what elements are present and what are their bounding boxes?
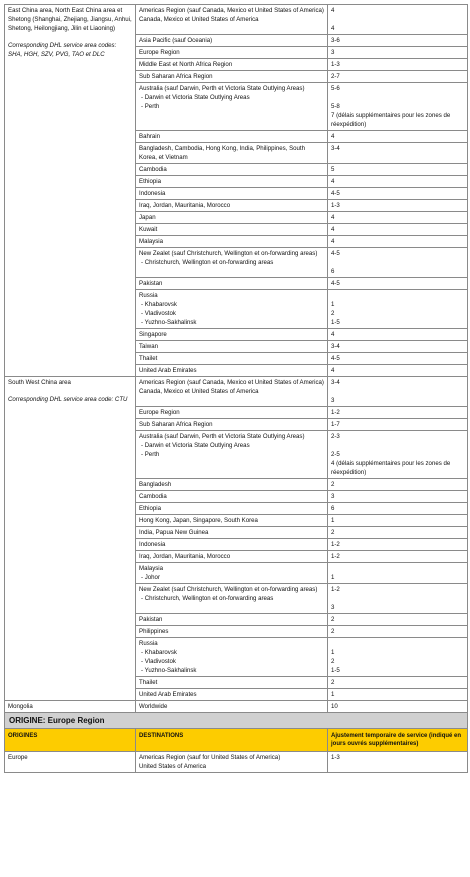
adjustment-value: 1-5 <box>331 667 340 674</box>
destination-cell <box>136 224 328 236</box>
destination-line: United Arab Emirates <box>139 691 197 698</box>
destination-cell <box>136 515 328 527</box>
section-row <box>5 713 468 729</box>
adjustment-value: 1-2 <box>331 586 340 593</box>
destination-line: Bangladesh, Cambodia, Hong Kong, India, Philippines, South Korea, et Vietnam <box>139 145 305 161</box>
destination-line: Americas Region (sauf Canada, Mexico et United States of America) <box>139 379 324 386</box>
adjustment-cell <box>328 188 468 200</box>
adjustment-cell <box>328 584 468 614</box>
adjustment-value: 3 <box>331 397 335 404</box>
adjustment-value: 1-7 <box>331 421 340 428</box>
destination-cell <box>136 614 328 626</box>
destination-cell <box>136 353 328 365</box>
adjustment-value: 1-3 <box>331 61 340 68</box>
destination-line: Russia <box>139 640 158 647</box>
destination-subarea: - Vladivostok <box>139 657 324 666</box>
destination-cell <box>136 83 328 131</box>
adjustment-value: 1-3 <box>331 202 340 209</box>
destination-cell <box>136 626 328 638</box>
adjustment-cell <box>328 83 468 131</box>
origin-cell <box>5 5 136 377</box>
destination-line: Middle East et North Africa Region <box>139 61 233 68</box>
destination-cell <box>136 503 328 515</box>
adjustment-value: 6 <box>331 268 335 275</box>
adjustment-cell <box>328 563 468 584</box>
destination-subarea: - Khabarovsk <box>139 300 324 309</box>
destination-cell <box>136 419 328 431</box>
adjustment-value: 3 <box>331 49 335 56</box>
header-adjustment: Ajustement temporaire de service (indiqué en jours ouvrés supplémentaires) <box>328 729 468 752</box>
destination-subarea: - Perth <box>139 450 324 459</box>
adjustment-value: 4 <box>331 331 335 338</box>
adjustment-value: 4 <box>331 25 335 32</box>
adjustment-cell <box>328 539 468 551</box>
destination-line: Taiwan <box>139 343 158 350</box>
adjustment-cell <box>328 200 468 212</box>
adjustment-value: 6 <box>331 505 335 512</box>
destination-line: New Zealet (sauf Christchurch, Wellington et on-forwarding areas) <box>139 586 318 593</box>
destination-line: Bangladesh <box>139 481 172 488</box>
adjustment-cell <box>328 407 468 419</box>
adjustment-cell <box>328 431 468 479</box>
destination-subarea: - Vladivostok <box>139 309 324 318</box>
adjustment-value: 4 <box>331 367 335 374</box>
destination-cell <box>136 248 328 278</box>
adjustment-cell <box>328 71 468 83</box>
adjustment-value: 2 <box>331 481 335 488</box>
destination-cell <box>136 164 328 176</box>
destination-cell: Worldwide <box>136 701 328 713</box>
header-row <box>5 729 468 752</box>
destination-line: Australia (sauf Darwin, Perth et Victoria State Outlying Areas) <box>139 85 305 92</box>
adjustment-value: 4-5 <box>331 280 340 287</box>
destination-cell <box>136 176 328 188</box>
destination-line: Ethiopia <box>139 178 162 185</box>
destination-line: Pakistan <box>139 616 163 623</box>
adjustment-value: 1 <box>331 574 335 581</box>
destination-line: Japan <box>139 214 156 221</box>
adjustment-value: 1-2 <box>331 409 340 416</box>
destination-cell <box>136 329 328 341</box>
destination-line: Canada, Mexico et United States of America <box>139 16 259 23</box>
adjustment-cell <box>328 236 468 248</box>
destination-subarea: - Yuzhno-Sakhalinsk <box>139 318 324 327</box>
adjustment-cell <box>328 5 468 35</box>
adjustment-value: 2 <box>331 310 335 317</box>
adjustment-value: 1 <box>331 649 335 656</box>
destination-subarea: - Darwin et Victoria State Outlying Areas <box>139 441 324 450</box>
destination-cell <box>136 377 328 407</box>
destination-line: Singapore <box>139 331 167 338</box>
destination-cell <box>136 752 328 773</box>
adjustment-value: 2-3 <box>331 433 340 440</box>
adjustment-value: 1-3 <box>331 754 340 761</box>
adjustment-value: 1 <box>331 691 335 698</box>
destination-cell <box>136 290 328 329</box>
adjustment-cell <box>328 689 468 701</box>
origin-name: East China area, North East China area et Shetong (Shanghai, Zhejiang, Jiangsu, Anhui, Shetong, Heilongjiang, Jilin et Liaoning) <box>8 7 132 32</box>
adjustment-value: 4-5 <box>331 355 340 362</box>
destination-line: Philippines <box>139 628 169 635</box>
table-row <box>5 752 468 773</box>
destination-line: Indonesia <box>139 190 166 197</box>
adjustment-value: 2 <box>331 616 335 623</box>
destination-line: Asia Pacific (sauf Oceania) <box>139 37 213 44</box>
adjustment-value: 5-8 <box>331 103 340 110</box>
adjustment-value: 4-5 <box>331 190 340 197</box>
destination-cell <box>136 35 328 47</box>
section-title: ORIGINE: Europe Region <box>5 713 468 729</box>
adjustment-cell <box>328 626 468 638</box>
adjustment-value: 4 <box>331 238 335 245</box>
header-origins: ORIGINES <box>5 729 136 752</box>
destination-cell <box>136 47 328 59</box>
origin-cell: Mongolia <box>5 701 136 713</box>
adjustment-value: 4 <box>331 178 335 185</box>
destination-subarea: - Perth <box>139 102 324 111</box>
destination-cell <box>136 143 328 164</box>
destination-line: New Zealet (sauf Christchurch, Wellington et on-forwarding areas) <box>139 250 318 257</box>
adjustment-value: 4 <box>331 133 335 140</box>
destination-cell <box>136 689 328 701</box>
destination-line: Indonesia <box>139 541 166 548</box>
adjustment-cell <box>328 677 468 689</box>
adjustment-value: 2 <box>331 658 335 665</box>
adjustment-cell <box>328 419 468 431</box>
adjustment-cell <box>328 278 468 290</box>
adjustment-cell <box>328 491 468 503</box>
adjustment-value: 3 <box>331 493 335 500</box>
destination-subarea: - Johor <box>139 573 324 582</box>
adjustment-value: 2-5 <box>331 451 340 458</box>
adjustment-value: 3-4 <box>331 145 340 152</box>
adjustment-cell <box>328 479 468 491</box>
destination-line: Malaysia <box>139 238 164 245</box>
destination-line: Americas Region (sauf for United States of America) <box>139 754 281 761</box>
adjustment-cell <box>328 290 468 329</box>
adjustment-cell <box>328 35 468 47</box>
adjustment-value: 2 <box>331 679 335 686</box>
destination-line: Russia <box>139 292 158 299</box>
destination-line: Iraq, Jordan, Mauritania, Morocco <box>139 553 231 560</box>
adjustment-value: 3-6 <box>331 37 340 44</box>
adjustment-value: 5-6 <box>331 85 340 92</box>
destination-cell <box>136 5 328 35</box>
destination-cell <box>136 584 328 614</box>
adjustment-value: 1-5 <box>331 319 340 326</box>
adjustment-cell <box>328 248 468 278</box>
destination-cell <box>136 236 328 248</box>
destination-cell <box>136 188 328 200</box>
adjustment-cell <box>328 59 468 71</box>
adjustment-cell <box>328 143 468 164</box>
destination-subarea: - Darwin et Victoria State Outlying Areas <box>139 93 324 102</box>
destination-line: Cambodia <box>139 493 167 500</box>
adjustment-cell <box>328 527 468 539</box>
destination-cell <box>136 539 328 551</box>
adjustment-cell <box>328 212 468 224</box>
destination-cell <box>136 407 328 419</box>
destination-cell <box>136 341 328 353</box>
origin-name: South West China area <box>8 379 71 386</box>
adjustment-cell <box>328 752 468 773</box>
table-row <box>5 5 468 35</box>
destination-cell <box>136 638 328 677</box>
destination-line: Iraq, Jordan, Mauritania, Morocco <box>139 202 231 209</box>
destination-cell <box>136 200 328 212</box>
service-adjustment-table <box>4 4 468 773</box>
table-row <box>5 377 468 407</box>
destination-line: Ethiopia <box>139 505 162 512</box>
adjustment-cell <box>328 365 468 377</box>
destination-line: Europe Region <box>139 409 180 416</box>
destination-cell <box>136 677 328 689</box>
adjustment-cell <box>328 515 468 527</box>
destination-line: United Arab Emirates <box>139 367 197 374</box>
destination-line: Thailet <box>139 355 158 362</box>
destination-cell <box>136 527 328 539</box>
origin-cell <box>5 377 136 701</box>
destination-line: Kuwait <box>139 226 158 233</box>
adjustment-cell <box>328 47 468 59</box>
destination-line: Sub Saharan Africa Region <box>139 421 213 428</box>
header-destinations: DESTINATIONS <box>136 729 328 752</box>
adjustment-cell <box>328 329 468 341</box>
destination-subarea: - Christchurch, Wellington et on-forwarding areas <box>139 258 324 267</box>
adjustment-cell <box>328 131 468 143</box>
adjustment-value: 2 <box>331 529 335 536</box>
adjustment-cell <box>328 551 468 563</box>
destination-cell <box>136 551 328 563</box>
adjustment-value: 4 <box>331 7 335 14</box>
adjustment-value: 1 <box>331 301 335 308</box>
destination-line: Bahrain <box>139 133 161 140</box>
adjustment-value: 7 (délais supplémentaires pour les zones de réexpédition) <box>331 112 451 128</box>
destination-line: Pakistan <box>139 280 163 287</box>
destination-line: Europe Region <box>139 49 180 56</box>
destination-cell <box>136 365 328 377</box>
destination-cell <box>136 563 328 584</box>
destination-cell <box>136 278 328 290</box>
adjustment-value: 4 (délais supplémentaires pour les zones de réexpédition) <box>331 460 451 476</box>
destination-line: Americas Region (sauf Canada, Mexico et United States of America) <box>139 7 324 14</box>
destination-line: Sub Saharan Africa Region <box>139 73 213 80</box>
origin-note: Corresponding DHL service area code: CTU <box>8 396 128 403</box>
adjustment-value: 3-4 <box>331 379 340 386</box>
adjustment-cell <box>328 224 468 236</box>
adjustment-value: 2-7 <box>331 73 340 80</box>
adjustment-value: 4 <box>331 214 335 221</box>
adjustment-value: 2 <box>331 628 335 635</box>
destination-cell <box>136 431 328 479</box>
destination-line: Thailet <box>139 679 158 686</box>
adjustment-value: 1-2 <box>331 553 340 560</box>
adjustment-value: 1-2 <box>331 541 340 548</box>
adjustment-cell <box>328 353 468 365</box>
adjustment-value: 1 <box>331 517 335 524</box>
adjustment-cell <box>328 614 468 626</box>
adjustment-value: 3-4 <box>331 343 340 350</box>
destination-cell <box>136 131 328 143</box>
origin-note: Corresponding DHL service area codes: SHA, HGH, SZV, PVG, TAO et DLC <box>8 42 117 58</box>
table-row <box>5 701 468 713</box>
destination-line: Australia (sauf Darwin, Perth et Victoria State Outlying Areas) <box>139 433 305 440</box>
destination-cell <box>136 491 328 503</box>
destination-line: Malaysia <box>139 565 164 572</box>
origin-cell: Europe <box>5 752 136 773</box>
destination-line: India, Papua New Guinea <box>139 529 209 536</box>
destination-subarea: - Christchurch, Wellington et on-forwarding areas <box>139 594 324 603</box>
adjustment-cell <box>328 341 468 353</box>
adjustment-value: 4 <box>331 226 335 233</box>
adjustment-cell <box>328 377 468 407</box>
destination-line: Cambodia <box>139 166 167 173</box>
destination-cell <box>136 212 328 224</box>
destination-line: Canada, Mexico et United States of America <box>139 388 259 395</box>
adjustment-value: 4-5 <box>331 250 340 257</box>
adjustment-cell <box>328 503 468 515</box>
adjustment-value: 5 <box>331 166 335 173</box>
destination-subarea: - Khabarovsk <box>139 648 324 657</box>
adjustment-cell <box>328 176 468 188</box>
destination-cell <box>136 479 328 491</box>
destination-cell <box>136 59 328 71</box>
adjustment-cell: 10 <box>328 701 468 713</box>
destination-subarea: - Yuzhno-Sakhalinsk <box>139 666 324 675</box>
destination-cell <box>136 71 328 83</box>
adjustment-value: 3 <box>331 604 335 611</box>
adjustment-cell <box>328 164 468 176</box>
destination-line: United States of America <box>139 763 207 770</box>
destination-line: Hong Kong, Japan, Singapore, South Korea <box>139 517 258 524</box>
adjustment-cell <box>328 638 468 677</box>
